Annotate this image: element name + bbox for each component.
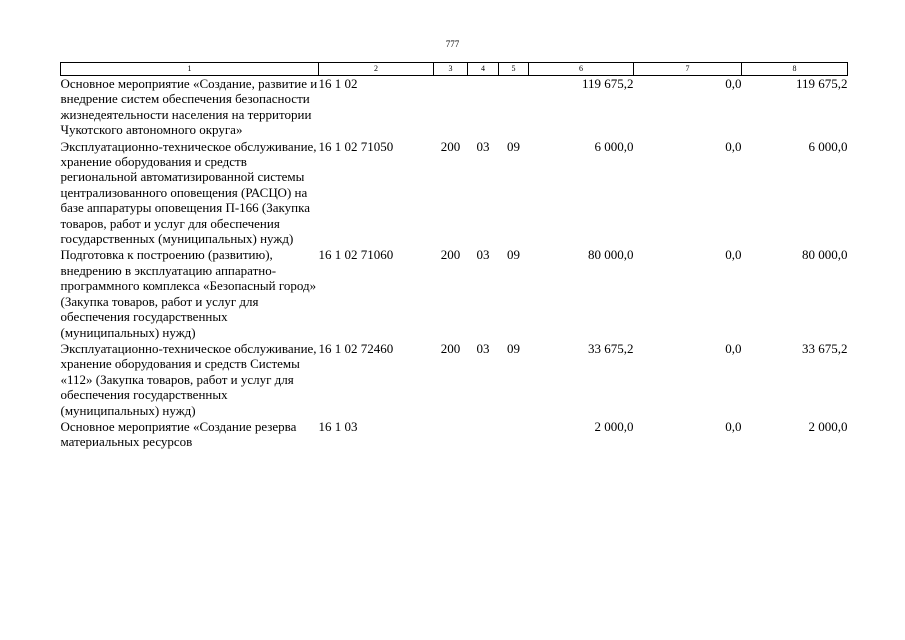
row-amount-col6: 33 675,2	[588, 340, 634, 356]
table-row	[61, 139, 848, 248]
row-amount-col6: 6 000,0	[594, 138, 634, 154]
row-expense-type	[434, 419, 468, 451]
row-amount-col8: 33 675,2	[802, 340, 848, 356]
column-header-1: 1	[61, 63, 319, 76]
row-amount-col8: 119 675,2	[795, 76, 848, 91]
row-section: 03	[476, 340, 490, 356]
row-subsection: 09	[507, 340, 520, 356]
column-header-5: 5	[499, 63, 529, 76]
row-amount-col7: 0,0	[725, 340, 742, 356]
row-amount-col8: 2 000,0	[808, 418, 848, 434]
column-header-2: 2	[319, 63, 434, 76]
row-expense-type	[434, 76, 468, 139]
row-code: 16 1 02 71060	[318, 247, 394, 263]
column-header-6: 6	[529, 63, 634, 76]
row-name: Эксплуатационно-техническое обслуживание, хранение оборудования и средств Системы «112» (Закупка товаров, работ и услуг для обеспечения государственных (муниципальных) нужд)	[60, 340, 317, 418]
row-code: 16 1 02	[318, 76, 358, 91]
budget-table	[60, 62, 848, 451]
column-header-7: 7	[634, 63, 742, 76]
row-amount-col7: 0,0	[725, 247, 742, 263]
row-code: 16 1 02 72460	[318, 340, 394, 356]
row-amount-col6: 2 000,0	[594, 418, 634, 434]
table-row	[61, 76, 848, 139]
row-amount-col7: 0,0	[725, 76, 742, 91]
row-subsection	[499, 419, 529, 451]
row-section: 03	[476, 247, 490, 263]
row-name: Эксплуатационно-техническое обслуживание, хранение оборудования и средств региональной автоматизированной системы централизованного оповещения (РАСЦО) на базе аппаратуры оповещения П-166 (Закупка товаров, работ и услуг для обеспечения государственных (муниципальных) нужд)	[60, 138, 317, 247]
row-code: 16 1 02 71050	[318, 138, 394, 154]
row-expense-type: 200	[440, 247, 461, 263]
row-name: Основное мероприятие «Создание резерва материальных ресурсов	[60, 418, 297, 450]
row-section	[468, 76, 499, 139]
table-row	[61, 419, 848, 451]
row-code: 16 1 03	[318, 418, 358, 434]
page-number: 777	[445, 39, 460, 49]
row-amount-col6: 80 000,0	[588, 247, 634, 263]
column-header-8: 8	[742, 63, 848, 76]
row-amount-col6: 119 675,2	[581, 76, 634, 91]
table-row	[61, 247, 848, 340]
row-amount-col7: 0,0	[725, 138, 742, 154]
row-subsection: 09	[507, 138, 520, 154]
row-name: Основное мероприятие «Создание, развитие и внедрение систем обеспечения безопасности жизнедеятельности населения на территории Чукотского автономного округа»	[60, 76, 318, 138]
row-subsection	[499, 76, 529, 139]
row-amount-col8: 80 000,0	[802, 247, 848, 263]
row-amount-col8: 6 000,0	[808, 138, 848, 154]
row-amount-col7: 0,0	[725, 418, 742, 434]
row-expense-type: 200	[440, 340, 461, 356]
row-section	[468, 419, 499, 451]
row-section: 03	[476, 138, 490, 154]
column-number-row	[61, 63, 848, 76]
column-header-4: 4	[468, 63, 499, 76]
column-header-3: 3	[434, 63, 468, 76]
row-expense-type: 200	[440, 138, 461, 154]
row-subsection: 09	[507, 247, 520, 263]
table-row	[61, 341, 848, 419]
row-name: Подготовка к построению (развитию), внедрению в эксплуатацию аппаратно-программного комплекса «Безопасный город» (Закупка товаров, работ и услуг для обеспечения государственных (муниципальных) нужд)	[60, 247, 317, 340]
